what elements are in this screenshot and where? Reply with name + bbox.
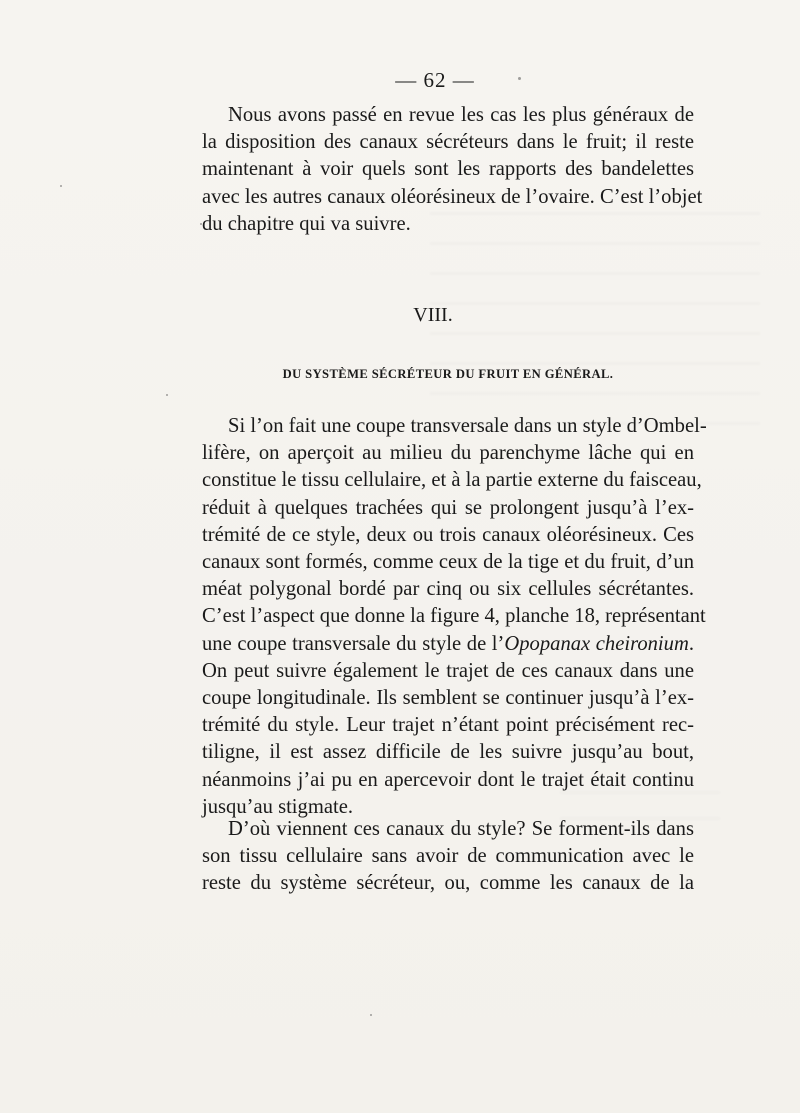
text-line: maintenant à voir quels sont les rapports des bandelettes [202, 158, 694, 181]
text-line: jusqu’au stigmate. [202, 795, 353, 818]
text-line: constitue le tissu cellulaire, et à la partie externe du faisceau, [202, 469, 702, 492]
text-line: du chapitre qui va suivre. [202, 212, 411, 235]
text-line: coupe longitudinale. Ils semblent se continuer jusqu’à l’ex- [202, 687, 694, 710]
text-line: méat polygonal bordé par cinq ou six cellules sécrétantes. [202, 578, 694, 601]
paragraph-2 [202, 413, 707, 821]
text-line: tiligne, il est assez difficile de les suivre jusqu’au bout, [202, 741, 694, 764]
text-line: On peut suivre également le trajet de ces canaux dans une [202, 659, 694, 682]
paragraph-3 [202, 816, 694, 898]
text-line: son tissu cellulaire sans avoir de communication avec le [202, 845, 694, 868]
text-line: Nous avons passé en revue les cas les plus généraux de [228, 104, 694, 126]
text-line: néanmoins j’ai pu en apercevoir dont le trajet était continu [202, 768, 694, 791]
text-line: avec les autres canaux oléorésineux de l’ovaire. C’est l’objet [202, 185, 703, 208]
text-line-with-species [202, 631, 694, 658]
text-line: Si l’on fait une coupe transversale dans un style d’Ombel- [228, 415, 707, 437]
text-line: reste du système sécréteur, ou, comme les canaux de la [202, 872, 694, 895]
section-number: VIII. [413, 304, 453, 326]
paper-speck [60, 185, 62, 187]
text-run: . [688, 632, 694, 655]
paper-speck [200, 223, 202, 225]
page-number: — 62 — [395, 68, 475, 92]
text-line: trémité du style. Leur trajet n’étant point précisément rec- [202, 714, 694, 737]
paper-speck [166, 394, 168, 396]
section-title: DU SYSTÈME SÉCRÉTEUR DU FRUIT EN GÉNÉRAL. [282, 367, 614, 381]
text-run: une coupe transversale du style de l’ [202, 632, 505, 655]
text-line: canaux sont formés, comme ceux de la tige et du fruit, d’un [202, 551, 694, 574]
text-line: lifère, on aperçoit au milieu du parenchyme lâche qui en [202, 442, 694, 465]
text-line: D’où viennent ces canaux du style? Se forment-ils dans [228, 818, 694, 840]
text-line: C’est l’aspect que donne la figure 4, planche 18, représentant [202, 605, 706, 628]
paper-speck [518, 77, 521, 80]
paragraph-1 [202, 102, 703, 238]
text-line: la disposition des canaux sécréteurs dans le fruit; il reste [202, 131, 694, 154]
species-name: Opopanax cheironium [504, 632, 689, 655]
text-line: trémité de ce style, deux ou trois canaux oléorésineux. Ces [202, 523, 694, 546]
paper-speck [370, 1014, 372, 1016]
text-line: réduit à quelques trachées qui se prolongent jusqu’à l’ex- [202, 496, 694, 519]
